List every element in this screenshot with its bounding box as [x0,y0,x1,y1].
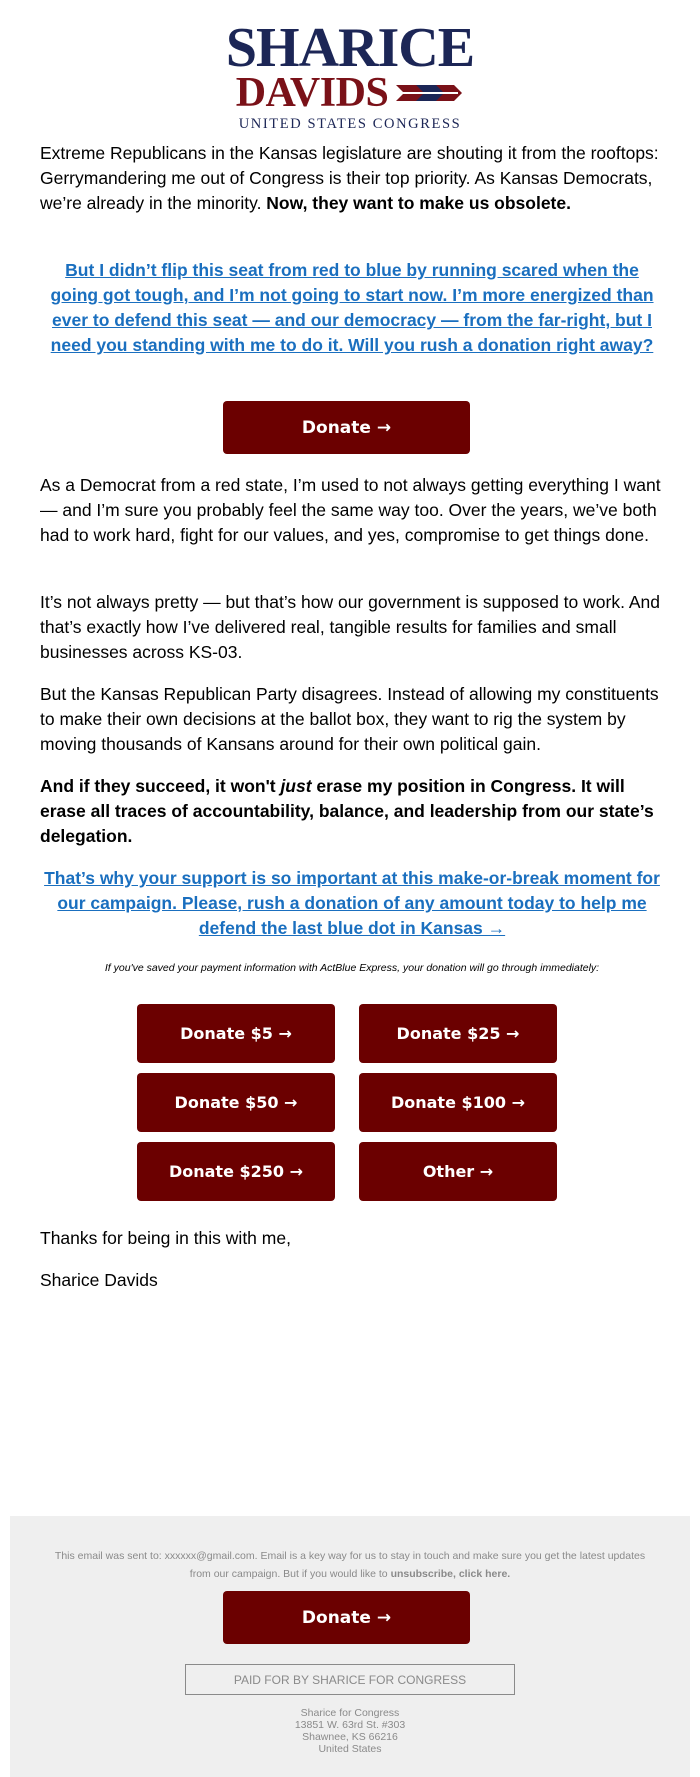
address-line-1: Sharice for Congress [300,1707,400,1719]
paid-for-by-box: PAID FOR BY SHARICE FOR CONGRESS [185,1664,515,1695]
address-line-3: Shawnee, KS 66216 [302,1731,398,1743]
para5-part-b: erase my position in Congress. It will erase all traces of accountability, balance, and leadership from our state’s delegation. [40,776,654,846]
footer-donate-button[interactable]: Donate → [223,1591,470,1644]
intro-text: Extreme Republicans in the Kansas legislature are shouting it from the rooftops: Gerrymandering me out of Congress is their top priority. As Kansas Democrats, we’re already in the minority. [40,143,659,213]
donate-5-button[interactable]: Donate $5 → [137,1004,335,1063]
logo-tagline: UNITED STATES CONGRESS [238,116,462,132]
closing-line: Thanks for being in this with me, [40,1228,291,1248]
mailing-address [10,1707,690,1755]
actblue-express-note: If you've saved your payment information with ActBlue Express, your donation will go through immediately: [104,962,600,974]
signature: Sharice Davids [40,1270,158,1290]
para5-emphasis: just [280,776,312,796]
donate-100-button[interactable]: Donate $100 → [359,1073,557,1132]
body-paragraph-2: As a Democrat from a red state, I’m used to not always getting everything I want — and I’m sure you probably feel the same way too. Over the years, we’ve both had to work hard, fight for our values, and yes, compromise to get things done. [40,475,661,545]
logo-name-last: DAVIDS [235,70,389,116]
logo-name-first: SHARICE [225,17,475,79]
email-notice-text: This email was sent to: xxxxxx@gmail.com. Email is a key way for us to stay in touch and make sure you get the latest updates from our campaign. But if you would like to [54,1550,646,1580]
chevron-arrows-icon [396,82,464,104]
body-paragraph-4: But the Kansas Republican Party disagrees. Instead of allowing my constituents to make their own decisions at the ballot box, they want to rig the system by moving thousands of Kansans around for their own political gain. [40,684,659,754]
donate-50-button[interactable]: Donate $50 → [137,1073,335,1132]
address-line-2: 13851 W. 63rd St. #303 [294,1719,406,1731]
campaign-logo [0,17,700,132]
address-line-4: United States [318,1743,382,1755]
donate-other-button[interactable]: Other → [359,1142,557,1201]
body-paragraph-5 [40,774,664,849]
email-notice [50,1547,650,1583]
donate-250-button[interactable]: Donate $250 → [137,1142,335,1201]
para5-part-a: And if they succeed, it won't [40,776,281,796]
donate-button[interactable]: Donate → [223,401,470,454]
donation-appeal-link-2 [40,866,664,941]
defend-blue-dot-link[interactable]: That’s why your support is so important at this make-or-break moment for our campaign. Please, rush a donation of any amount today to help me defend the last blue dot in Kansas → [44,868,660,938]
intro-paragraph [40,141,664,216]
intro-bold: Now, they want to make us obsolete. [266,193,571,213]
unsubscribe-link[interactable]: unsubscribe, click here. [390,1568,511,1580]
donate-25-button[interactable]: Donate $25 → [359,1004,557,1063]
body-paragraph-3: It’s not always pretty — but that’s how our government is supposed to work. And that’s exactly how I’ve delivered real, tangible results for families and small businesses across KS-03. [40,592,660,662]
email-footer [10,1516,690,1777]
donation-appeal-link-1 [40,258,664,358]
donation-appeal-link[interactable]: But I didn’t flip this seat from red to blue by running scared when the going got tough, and I’m not going to start now. I’m more energized than ever to defend this seat — and our democracy — from the far-right, but I need you standing with me to do it. Will you rush a donation right away? [50,260,654,355]
